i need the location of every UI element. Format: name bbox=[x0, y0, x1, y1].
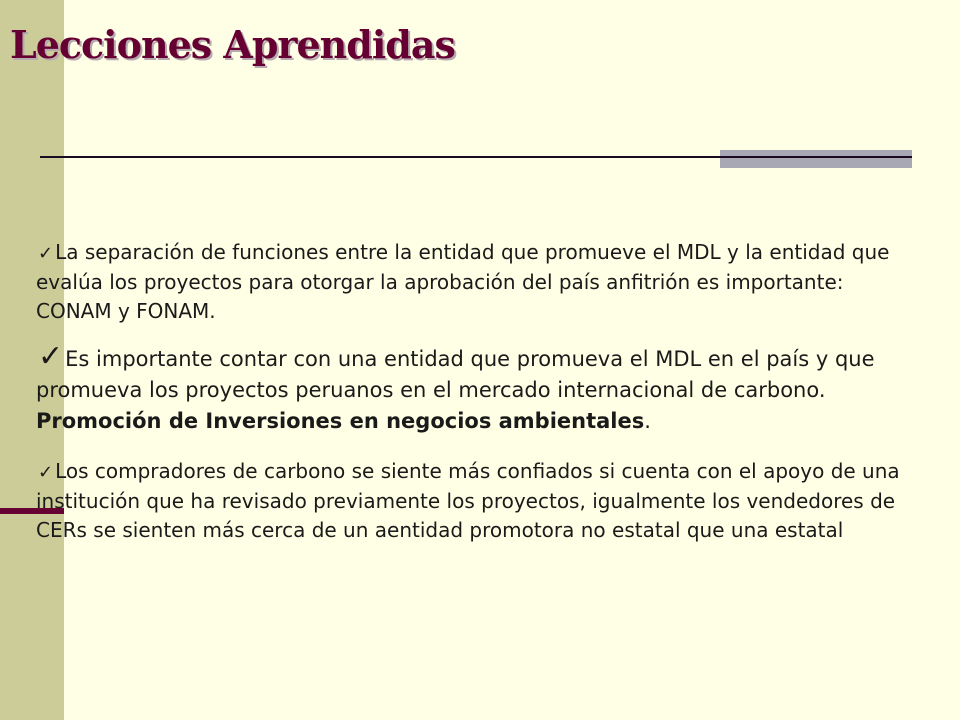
slide-title: Lecciones Aprendidas bbox=[10, 22, 455, 67]
bullet-text-end: . bbox=[644, 409, 651, 433]
check-icon: ✓ bbox=[38, 462, 54, 483]
bullet-text: Es importante contar con una entidad que promueva el MDL en el país y que promueva los proyectos peruanos en el mercado internacional de carbono. bbox=[36, 347, 875, 402]
bullet-item bbox=[36, 339, 916, 437]
bullet-text: La separación de funciones entre la entidad que promueve el MDL y la entidad que evalúa los proyectos para otorgar la aprobación del país anfitrión es importante: CONAM y FONAM. bbox=[36, 240, 890, 323]
divider-accent-block bbox=[720, 150, 912, 168]
bullet-bold-text: Promoción de Inversiones en negocios ambientales bbox=[36, 409, 645, 433]
check-icon: ✓ bbox=[38, 243, 54, 264]
bullet-item bbox=[36, 238, 916, 326]
slide-body bbox=[36, 238, 916, 563]
bullet-text: Los compradores de carbono se siente más confiados si cuenta con el apoyo de una institución que ha revisado previamente los proyectos, igualmente los vendedores de CERs se sienten más cerca de un aentidad promotora no estatal que una estatal bbox=[36, 459, 900, 542]
bullet-item bbox=[36, 457, 916, 545]
check-icon: ✓ bbox=[38, 339, 64, 374]
